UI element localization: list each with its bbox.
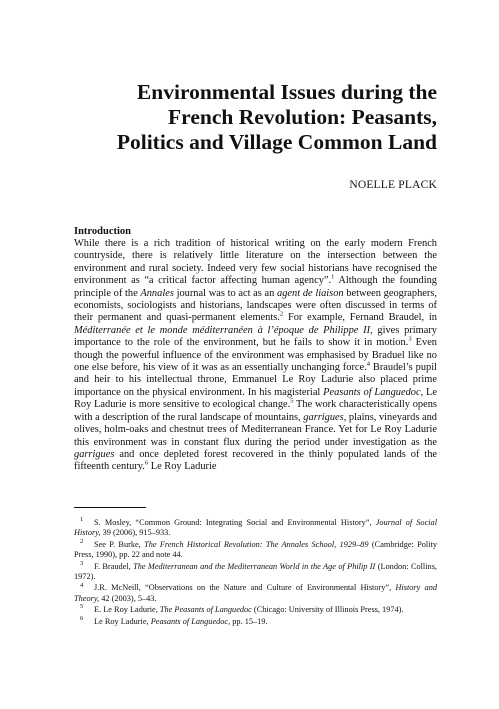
footnote: 4 J.R. McNeill, “Observations on the Nature and Culture of Environmental History”, History and Theory, 42 (2003), 5–43. (74, 581, 437, 603)
footnote-divider (74, 507, 146, 508)
footnote-ref[interactable]: 4 (366, 360, 370, 368)
footnote-ref[interactable]: 3 (408, 335, 412, 343)
footnote: 5 E. Le Roy Ladurie, The Peasants of Languedoc (Chicago: University of Illinois Press, 1974). (80, 603, 404, 615)
footnote: 3 F. Braudel, The Mediterranean and the Mediterranean World in the Age of Philip II (London: Collins, 1972). (74, 559, 437, 582)
footnote: 2 See P. Burke, The French Historical Revolution: The Annales School, 1929–89 (Cambridge: Polity Press, 1990), pp. 22 and note 44. (74, 538, 437, 560)
body-text (74, 238, 437, 474)
footnote-ref[interactable]: 5 (290, 397, 294, 405)
title-line-1: Environmental Issues during the (136, 80, 437, 104)
paragraph: While there is a rich tradition of historical writing on the early modern French countryside, there is relatively little literature on the intersection between the environment and rural society. Indeed very few social historians have recognised the environment as “a critical factor affecting human agency”.$^1$ Although the founding principle of the Annales journal was to act as an agent de liaison between geographers, economists, sociologists and historians, landscapes were often discussed in terms of their permanent and quasi-permanent elements.$^2$ For example, Fernand Braudel, in Méditerranée et le monde méditerranéen à l’époque de Philippe II, gives primary importance to the role of the environment, but he fails to show it in motion.$^3$ Even though the powerful influence of the environment was emphasised by Braduel like no one else before, his view of it was as an essentially unchanging force.$^4$ Braudel’s pupil and heir to his intellectual throne, Emmanuel Le Roy Ladurie also placed prime importance on the physical environment. In his magisterial Peasants of Languedoc, Le Roy Ladurie is more sensitive to ecological change.$^5$ The work characteristically opens with a description of the rural landscape of mountains, garrigues, plains, vineyards and olives, holm-oaks and chestnut trees of Mediterranean France. Yet for Le Roy Ladurie this environment was in constant flux during the period under investigation as the garrigues and once depleted forest recovered in the thinly populated lands of the fifteenth century.$^6$ Le Roy Ladurie (74, 238, 438, 473)
footnote: 6 Le Roy Ladurie, Peasants of Languedoc, pp. 15–19. (80, 614, 268, 626)
footnote-ref[interactable]: 1 (331, 273, 335, 281)
footnote-ref[interactable]: 6 (144, 459, 149, 467)
title-line-2: French Revolution: Peasants, (168, 105, 437, 129)
footnote: 1 S. Mosley, “Common Ground: Integrating Social and Environmental History”, Journal of Social History, 39 (2006), 915–933. (74, 516, 438, 538)
title-line-3: Politics and Village Common Land (116, 130, 437, 154)
footnotes (74, 518, 437, 628)
chapter-title (77, 80, 437, 155)
footnote-ref[interactable]: 2 (279, 310, 284, 318)
section-heading: Introduction (74, 226, 131, 237)
author-name: NOELLE PLACK (349, 179, 437, 191)
